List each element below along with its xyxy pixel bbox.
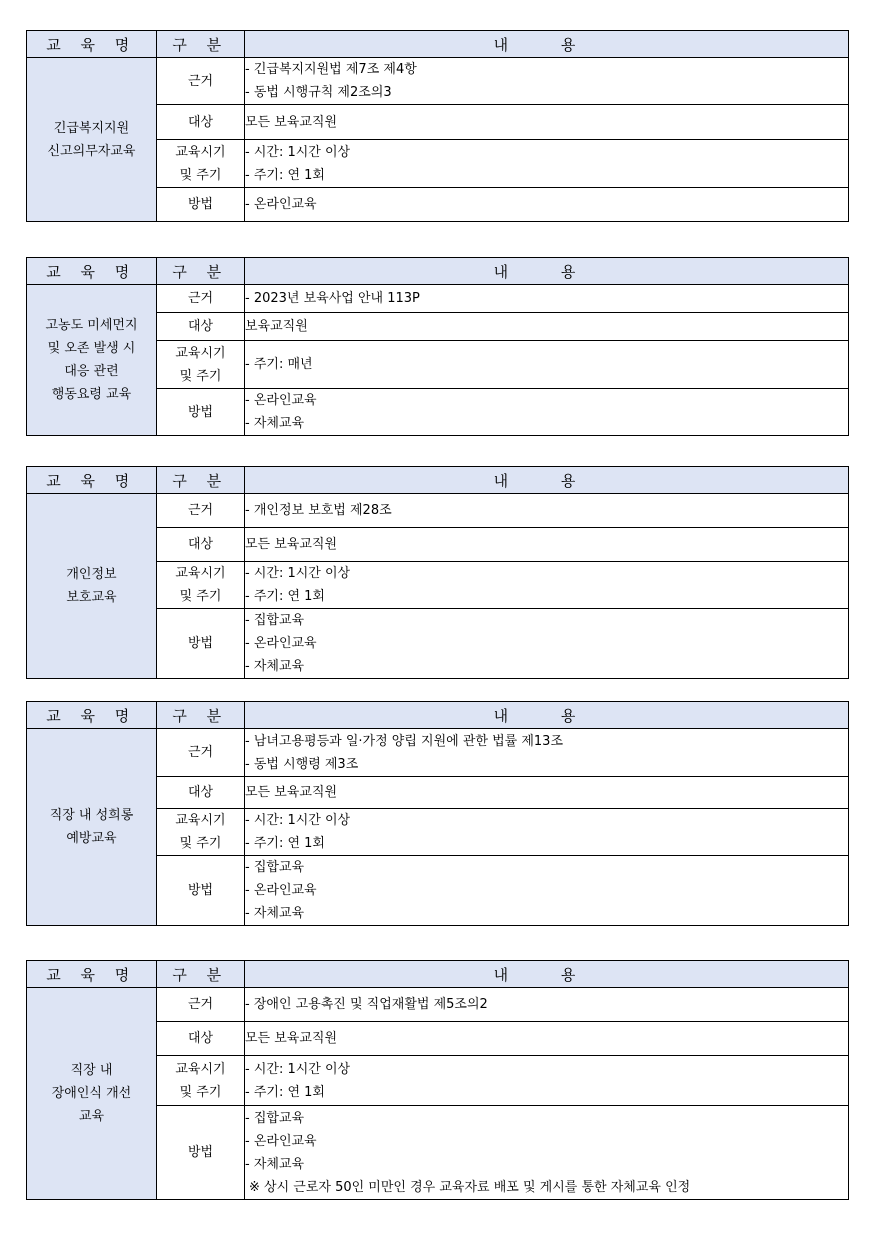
table-header-row [27,702,849,729]
header-content: 내 용 [245,467,849,494]
content-line: - 자체교육 [245,659,305,674]
education-name-line: 대응 관련 [64,364,119,379]
category-cell [157,1106,245,1200]
content-line: - 2023년 보육사업 안내 113P [245,291,420,306]
category-label: 방법 [187,197,214,212]
category-cell [157,609,245,679]
content-line: - 집합교육 [245,1110,305,1126]
category-cell [157,341,245,389]
content-cell [245,1056,849,1106]
content-line: - 주기: 연 1회 [245,167,325,183]
content-cell [245,988,849,1022]
content-cell [245,528,849,562]
content-line: 보육교직원 [245,319,308,334]
category-label: 방법 [187,883,214,898]
header-category: 구 분 [157,961,245,988]
category-cell [157,313,245,341]
education-table [26,466,849,679]
category-label: 방법 [187,636,214,651]
content-line: - 시간: 1시간 이상 [245,566,351,581]
content-line: - 온라인교육 [245,636,317,651]
category-cell [157,494,245,528]
content-cell [245,341,849,389]
header-content: 내 용 [245,702,849,729]
category-label: 및 주기 [179,1084,222,1100]
content-line: - 동법 시행령 제3조 [245,756,359,772]
category-label: 대상 [187,537,214,552]
content-line: 모든 보육교직원 [245,537,338,552]
content-cell [245,58,849,105]
content-line: - 주기: 매년 [245,357,313,372]
content-line: - 자체교육 [245,1156,305,1172]
education-name-line: 개인정보 [66,567,117,582]
category-cell [157,856,245,926]
category-label: 교육시기 [175,1061,226,1077]
category-cell [157,1022,245,1056]
category-label: 근거 [187,997,214,1012]
education-table [26,701,849,926]
category-label: 근거 [187,291,214,306]
category-label: 및 주기 [179,836,222,851]
category-cell [157,1056,245,1106]
category-label: 및 주기 [179,368,222,384]
table-row [27,988,849,1022]
category-cell [157,528,245,562]
content-line: - 온라인교육 [245,393,317,408]
category-label: 근거 [187,73,214,89]
header-content: 내 용 [245,31,849,58]
category-label: 대상 [187,1031,214,1046]
education-name-line: 행동요령 교육 [51,387,132,402]
education-table [26,257,849,436]
content-cell [245,188,849,222]
content-line: - 집합교육 [245,860,305,875]
content-line: - 주기: 연 1회 [245,1084,325,1100]
category-label: 교육시기 [175,144,226,160]
category-label: 근거 [187,745,214,760]
content-line: - 온라인교육 [245,197,317,212]
header-content: 내 용 [245,961,849,988]
category-label: 근거 [187,503,214,518]
education-name-line: 예방교육 [66,831,117,846]
content-line: - 자체교육 [245,906,305,921]
content-line: - 주기: 연 1회 [245,589,325,604]
content-cell [245,389,849,436]
header-education-name: 교 육 명 [27,702,157,729]
education-name-cell [27,494,157,679]
table-row [27,494,849,528]
education-name-cell [27,729,157,926]
category-cell [157,777,245,809]
education-name-line: 및 오존 발생 시 [47,341,136,356]
table-row [27,58,849,105]
content-cell [245,729,849,777]
content-line: - 동법 시행규칙 제2조의3 [245,85,392,100]
education-name-cell [27,988,157,1200]
content-line: 모든 보육교직원 [245,1031,338,1046]
table-header-row [27,31,849,58]
content-line: - 장애인 고용촉진 및 직업재활법 제5조의2 [245,997,488,1012]
education-name-line: 신고의무자교육 [47,143,136,159]
table-header-row [27,467,849,494]
education-name-line: 긴급복지지원 [53,120,130,136]
education-name-cell [27,58,157,222]
content-line: - 주기: 연 1회 [245,836,325,851]
category-label: 대상 [187,785,214,800]
category-label: 방법 [187,1145,214,1160]
content-line: - 집합교육 [245,613,305,628]
content-line: - 온라인교육 [245,883,317,898]
header-category: 구 분 [157,31,245,58]
category-label: 교육시기 [175,813,226,828]
education-name-line: 직장 내 [70,1063,113,1078]
category-label: 방법 [187,404,214,420]
content-line: 모든 보육교직원 [245,785,338,800]
content-line: - 자체교육 [245,416,305,431]
content-cell [245,777,849,809]
content-cell [245,140,849,188]
content-cell [245,562,849,609]
category-cell [157,389,245,436]
category-cell [157,188,245,222]
category-label: 및 주기 [179,167,222,183]
category-label: 교육시기 [175,345,226,361]
content-line: - 긴급복지지원법 제7조 제4항 [245,62,417,77]
header-category: 구 분 [157,467,245,494]
category-cell [157,140,245,188]
content-cell [245,494,849,528]
content-line: - 온라인교육 [245,1133,317,1149]
content-line: - 시간: 1시간 이상 [245,144,351,160]
education-name-line: 직장 내 성희롱 [49,808,134,823]
header-content: 내 용 [245,258,849,285]
content-line: - 시간: 1시간 이상 [245,1061,351,1077]
category-label: 대상 [187,114,214,130]
content-cell [245,1022,849,1056]
education-name-line: 고농도 미세먼지 [45,318,138,333]
content-cell [245,313,849,341]
content-cell [245,809,849,856]
content-line: - 시간: 1시간 이상 [245,813,351,828]
content-cell [245,609,849,679]
category-cell [157,58,245,105]
category-label: 교육시기 [175,566,226,581]
content-line: 모든 보육교직원 [245,114,338,130]
content-note: ※ 상시 근로자 50인 미만인 경우 교육자료 배포 및 게시를 통한 자체교육 인정 [249,1179,691,1195]
content-cell [245,856,849,926]
education-name-line: 교육 [78,1109,105,1124]
table-row [27,729,849,777]
header-education-name: 교 육 명 [27,961,157,988]
content-cell [245,1106,849,1200]
category-cell [157,285,245,313]
category-cell [157,729,245,777]
table-row [27,285,849,313]
category-cell [157,809,245,856]
education-table [26,960,849,1200]
content-line: - 개인정보 보호법 제28조 [245,503,392,518]
category-label: 및 주기 [179,589,222,604]
table-header-row [27,258,849,285]
content-cell [245,105,849,140]
header-category: 구 분 [157,258,245,285]
header-education-name: 교 육 명 [27,467,157,494]
education-name-line: 장애인식 개선 [51,1086,132,1101]
content-cell [245,285,849,313]
table-header-row [27,961,849,988]
category-cell [157,105,245,140]
category-label: 대상 [187,319,214,334]
header-education-name: 교 육 명 [27,31,157,58]
content-line: - 남녀고용평등과 일·가정 양립 지원에 관한 법률 제13조 [245,733,564,749]
header-category: 구 분 [157,702,245,729]
education-name-line: 보호교육 [66,590,117,605]
header-education-name: 교 육 명 [27,258,157,285]
education-name-cell [27,285,157,436]
education-table [26,30,849,222]
category-cell [157,562,245,609]
category-cell [157,988,245,1022]
